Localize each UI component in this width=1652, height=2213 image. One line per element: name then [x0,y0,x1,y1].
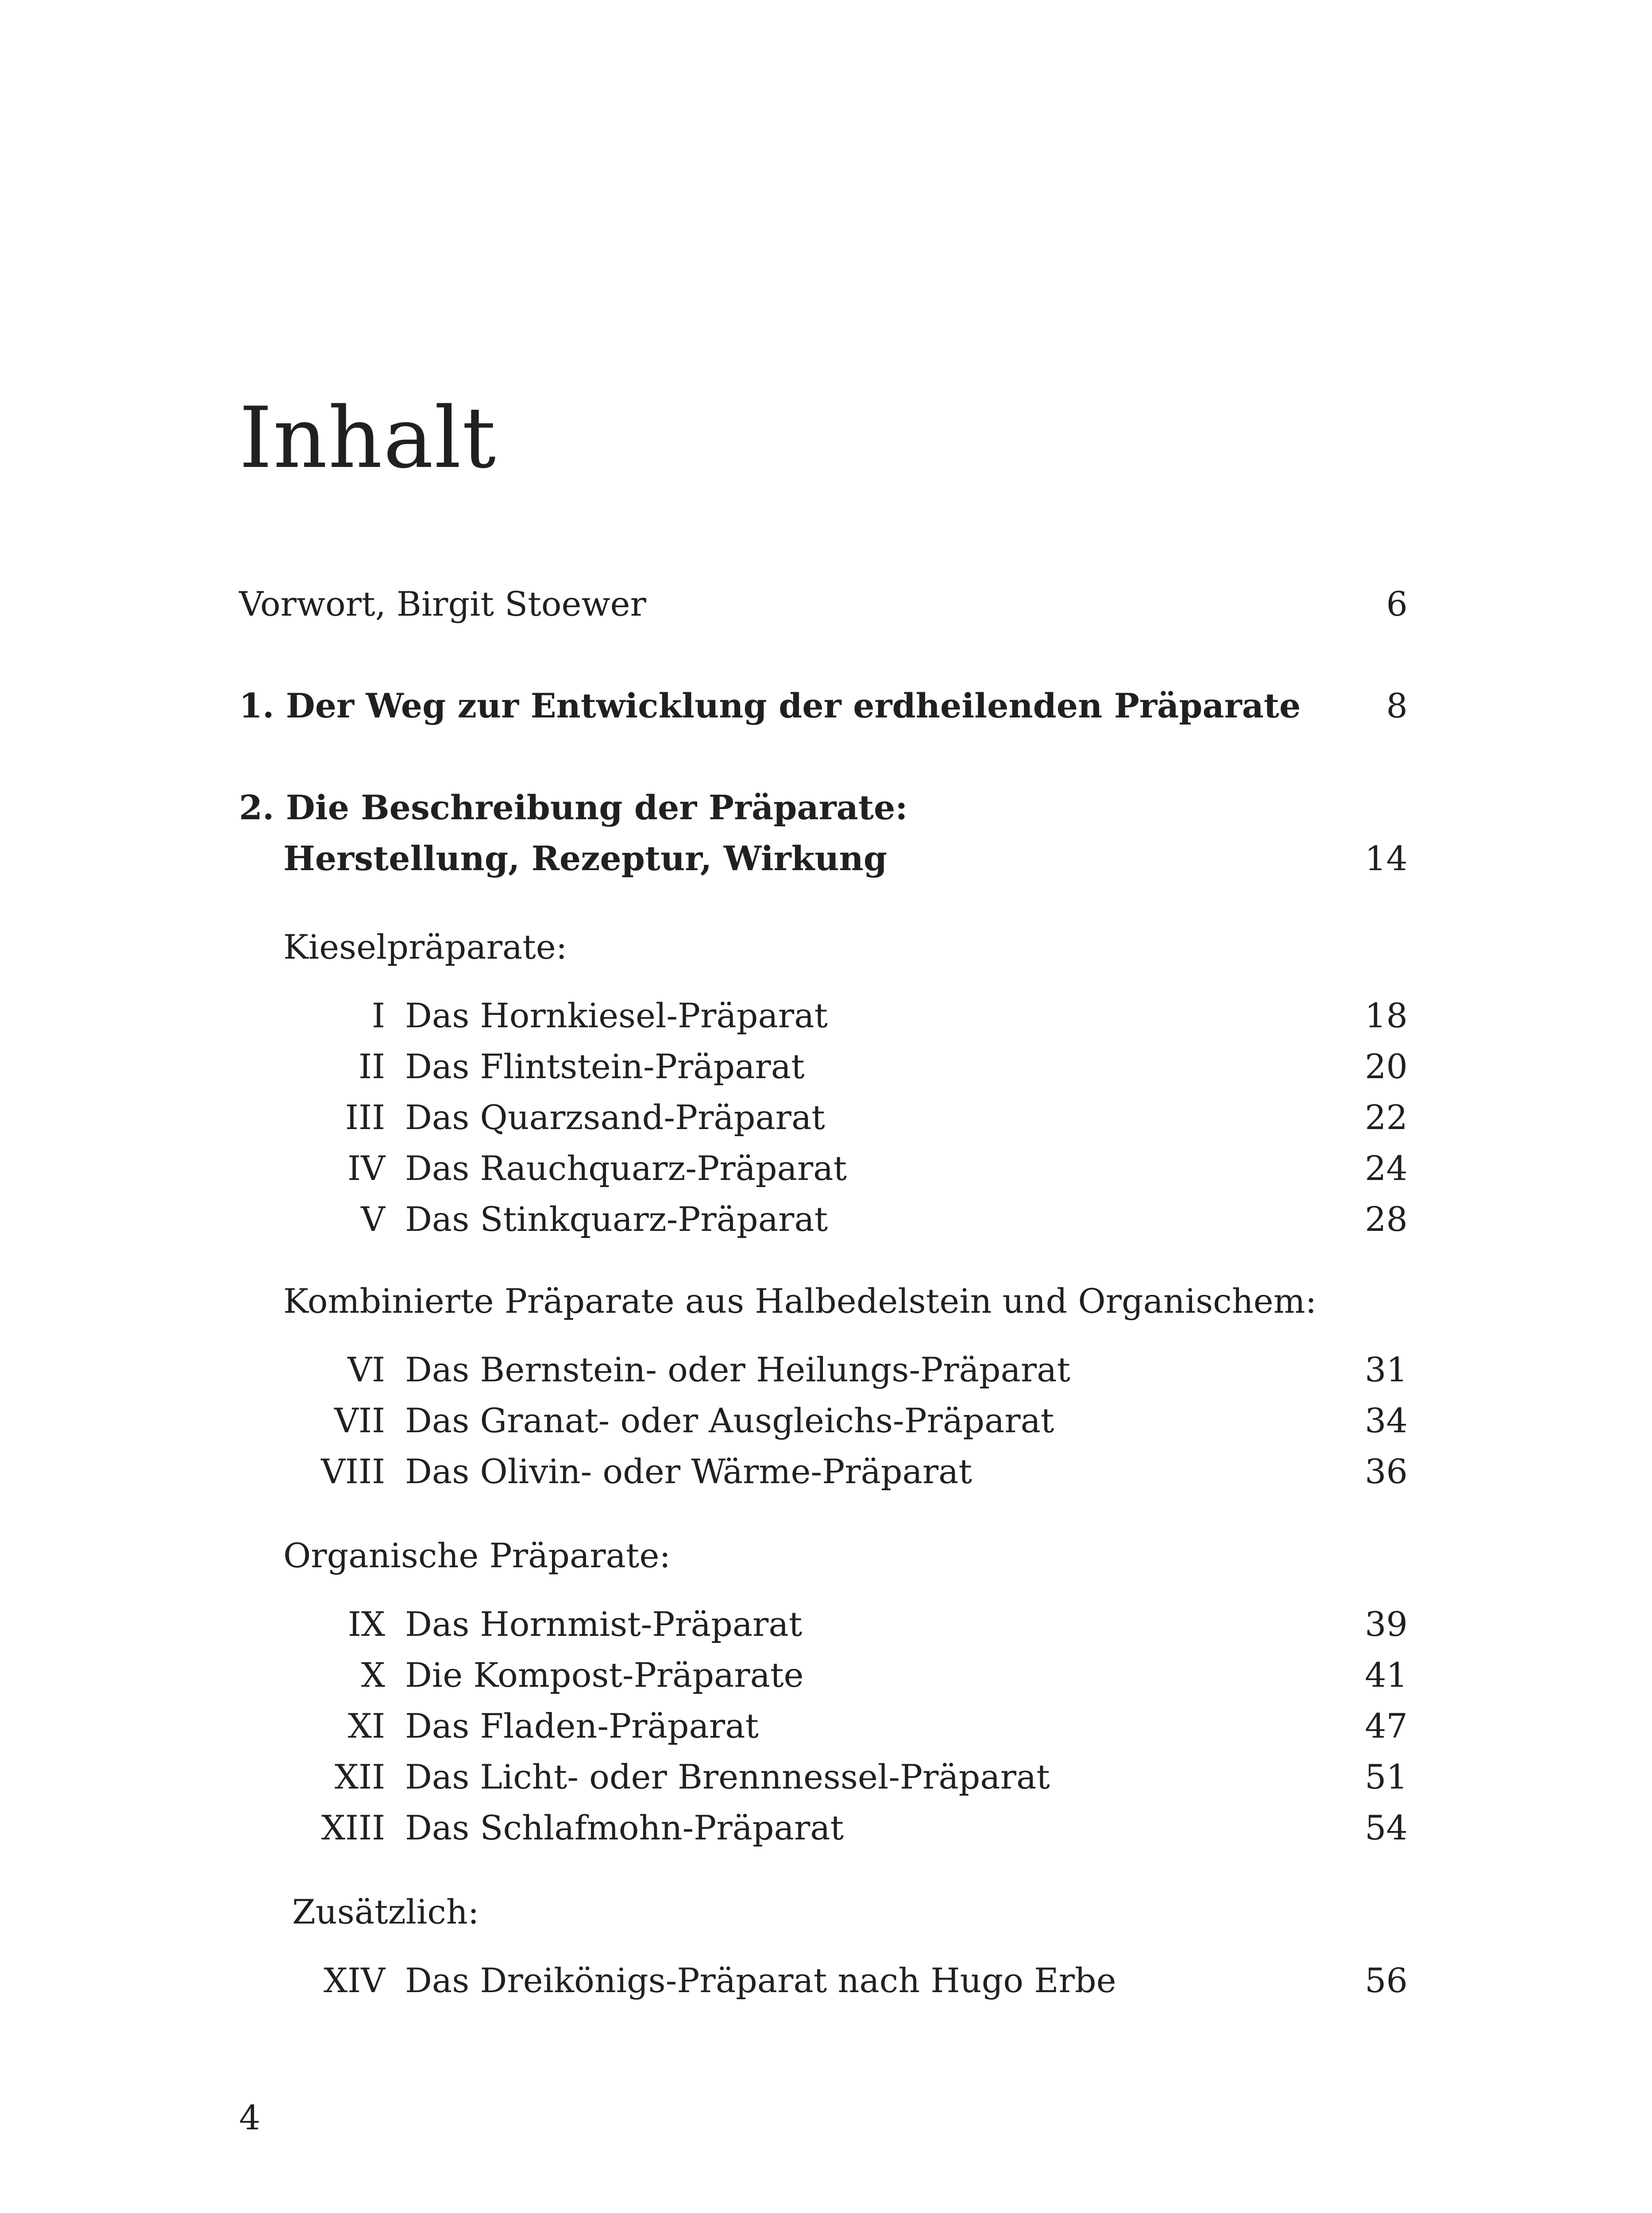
toc-entry [283,1959,1408,2003]
entry-title: Das Hornkiesel-Präparat [405,996,828,1035]
entry-number: I [371,996,385,1035]
toc-entry [283,1045,1408,1089]
toc-entry [283,1348,1408,1392]
entry-page: 22 [1365,1098,1408,1137]
entry-title: Das Schlafmohn-Präparat [405,1808,844,1847]
entry-number: VIII [321,1452,385,1491]
entry-title: Die Kompost-Präparate [405,1655,804,1695]
entry-number: IV [347,1149,385,1188]
toc-entry-page: 14 [1365,839,1408,878]
entry-title: Das Stinkquarz-Präparat [405,1199,828,1239]
toc-entry [283,994,1408,1038]
entry-title: Das Licht- oder Brennnessel-Präparat [405,1757,1050,1797]
entry-page: 47 [1365,1706,1408,1746]
entry-title: Das Bernstein- oder Heilungs-Präparat [405,1350,1071,1389]
toc-group-label: Zusätzlich: [292,1892,479,1932]
toc-entry-title: Herstellung, Rezeptur, Wirkung [283,839,887,878]
toc-entry-title: 1. Der Weg zur Entwicklung der erdheilenden Präparate [239,686,1301,725]
entry-page: 54 [1365,1808,1408,1847]
toc-entry-foreword [239,582,1408,626]
entry-page: 18 [1365,996,1408,1035]
entry-number: XI [347,1706,385,1746]
entry-title: Das Fladen-Präparat [405,1706,759,1746]
entry-title: Das Granat- oder Ausgleichs-Präparat [405,1401,1054,1440]
entry-number: VI [347,1350,385,1389]
entry-page: 56 [1365,1961,1408,2000]
entry-page: 31 [1365,1350,1408,1389]
entry-number: II [358,1047,385,1086]
toc-entry [283,1806,1408,1850]
entry-page: 51 [1365,1757,1408,1797]
toc-entry-chapter-2-line2 [283,837,1408,881]
entry-title: Das Quarzsand-Präparat [405,1098,825,1137]
entry-title: Das Rauchquarz-Präparat [405,1149,847,1188]
entry-page: 34 [1365,1401,1408,1440]
entry-number: III [345,1098,385,1137]
toc-group-label: Kieselpräparate: [283,927,567,967]
toc-entry [283,1755,1408,1799]
entry-number: X [361,1655,385,1695]
entry-number: XII [334,1757,385,1797]
entry-title: Das Flintstein-Präparat [405,1047,805,1086]
entry-number: XIV [323,1961,385,2000]
toc-entry [283,1704,1408,1748]
entry-page: 24 [1365,1149,1408,1188]
toc-group-label: Organische Präparate: [283,1536,671,1575]
entry-number: V [361,1199,385,1239]
toc-entry [283,1653,1408,1697]
entry-page: 41 [1365,1655,1408,1695]
entry-number: VII [334,1401,385,1440]
entry-title: Das Olivin- oder Wärme-Präparat [405,1452,973,1491]
entry-number: XIII [321,1808,385,1847]
toc-entry-title: 2. Die Beschreibung der Präparate: [239,788,908,827]
page-title: Inhalt [239,389,497,487]
toc-entry-chapter-1 [239,684,1408,728]
entry-number: IX [347,1604,385,1644]
entry-title: Das Dreikönigs-Präparat nach Hugo Erbe [405,1961,1116,2000]
entry-page: 36 [1365,1452,1408,1491]
entry-page: 39 [1365,1604,1408,1644]
toc-entry-page: 6 [1386,584,1408,624]
toc-entry-page: 8 [1386,686,1408,725]
toc-group-label: Kombinierte Präparate aus Halbedelstein und Organischem: [283,1281,1317,1321]
entry-title: Das Hornmist-Präparat [405,1604,803,1644]
entry-page: 20 [1365,1047,1408,1086]
toc-entry-chapter-2-line1 [239,786,1408,830]
entry-page: 28 [1365,1199,1408,1239]
page-number: 4 [239,2098,261,2137]
toc-entry [283,1095,1408,1140]
toc-entry-title: Vorwort, Birgit Stoewer [239,584,646,624]
toc-entry [283,1399,1408,1443]
toc-entry [283,1197,1408,1241]
toc-entry [283,1450,1408,1494]
toc-entry [283,1602,1408,1646]
toc-entry [283,1146,1408,1191]
